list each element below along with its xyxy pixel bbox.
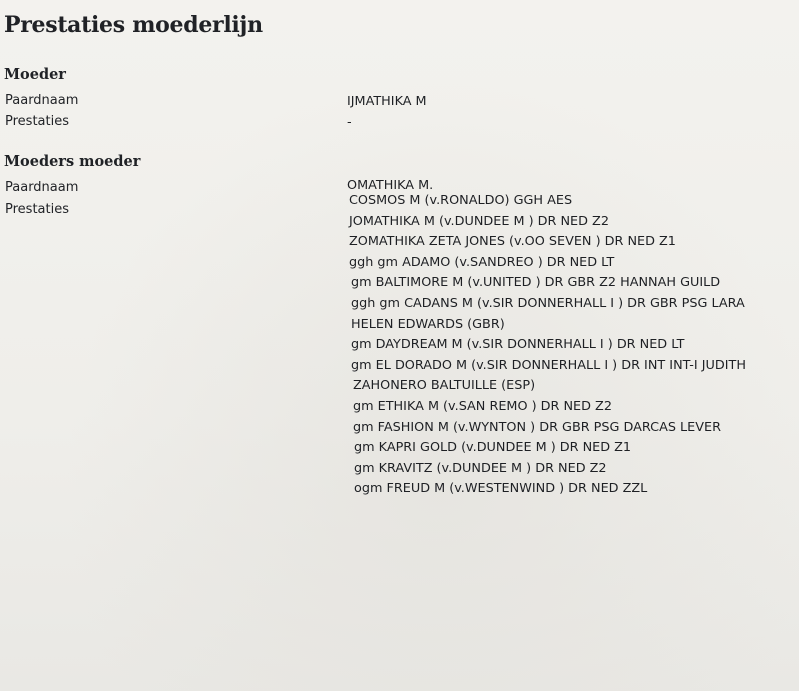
page-title: Prestaties moederlijn [4,12,263,38]
list-item: gm KRAVITZ (v.DUNDEE M ) DR NED Z2 [354,460,607,476]
section-heading-moeders-moeder: Moeders moeder [4,153,141,170]
list-item: ZAHONERO BALTUILLE (ESP) [353,378,536,394]
list-item: gm EL DORADO M (v.SIR DONNERHALL I ) DR INT INT-I JUDITH [351,357,746,373]
grandmother-horse-name-value: OMATHIKA M. [347,178,434,193]
list-item: JOMATHIKA M (v.DUNDEE M ) DR NED Z2 [349,213,609,229]
offspring-performance-list [349,191,744,500]
horse-name-label: Paardnaam [5,93,79,108]
list-item: gm BALTIMORE M (v.UNITED ) DR GBR Z2 HANNAH GUILD [351,275,721,291]
list-item: gm ETHIKA M (v.SAN REMO ) DR NED Z2 [353,398,612,414]
section-heading-moeder: Moeder [4,66,66,83]
performance-value: - [347,115,352,130]
list-item: gm FASHION M (v.WYNTON ) DR GBR PSG DARCAS LEVER [353,419,721,435]
list-item: ggh gm CADANS M (v.SIR DONNERHALL I ) DR GBR PSG LARA [351,295,745,311]
list-item: ogm FREUD M (v.WESTENWIND ) DR NED ZZL [354,481,648,497]
list-item: gm DAYDREAM M (v.SIR DONNERHALL I ) DR NED LT [351,337,685,353]
list-item: ZOMATHIKA ZETA JONES (v.OO SEVEN ) DR NED Z1 [349,234,676,250]
horse-name-value: IJMATHIKA M [347,94,427,109]
grandmother-performance-label: Prestaties [5,202,69,217]
list-item: HELEN EDWARDS (GBR) [351,316,505,332]
list-item: ggh gm ADAMO (v.SANDREO ) DR NED LT [349,254,615,270]
list-item: COSMOS M (v.RONALDO) GGH AES [349,193,573,208]
list-item: gm KAPRI GOLD (v.DUNDEE M ) DR NED Z1 [354,440,632,456]
grandmother-horse-name-label: Paardnaam [5,180,79,195]
performance-label: Prestaties [5,114,69,129]
